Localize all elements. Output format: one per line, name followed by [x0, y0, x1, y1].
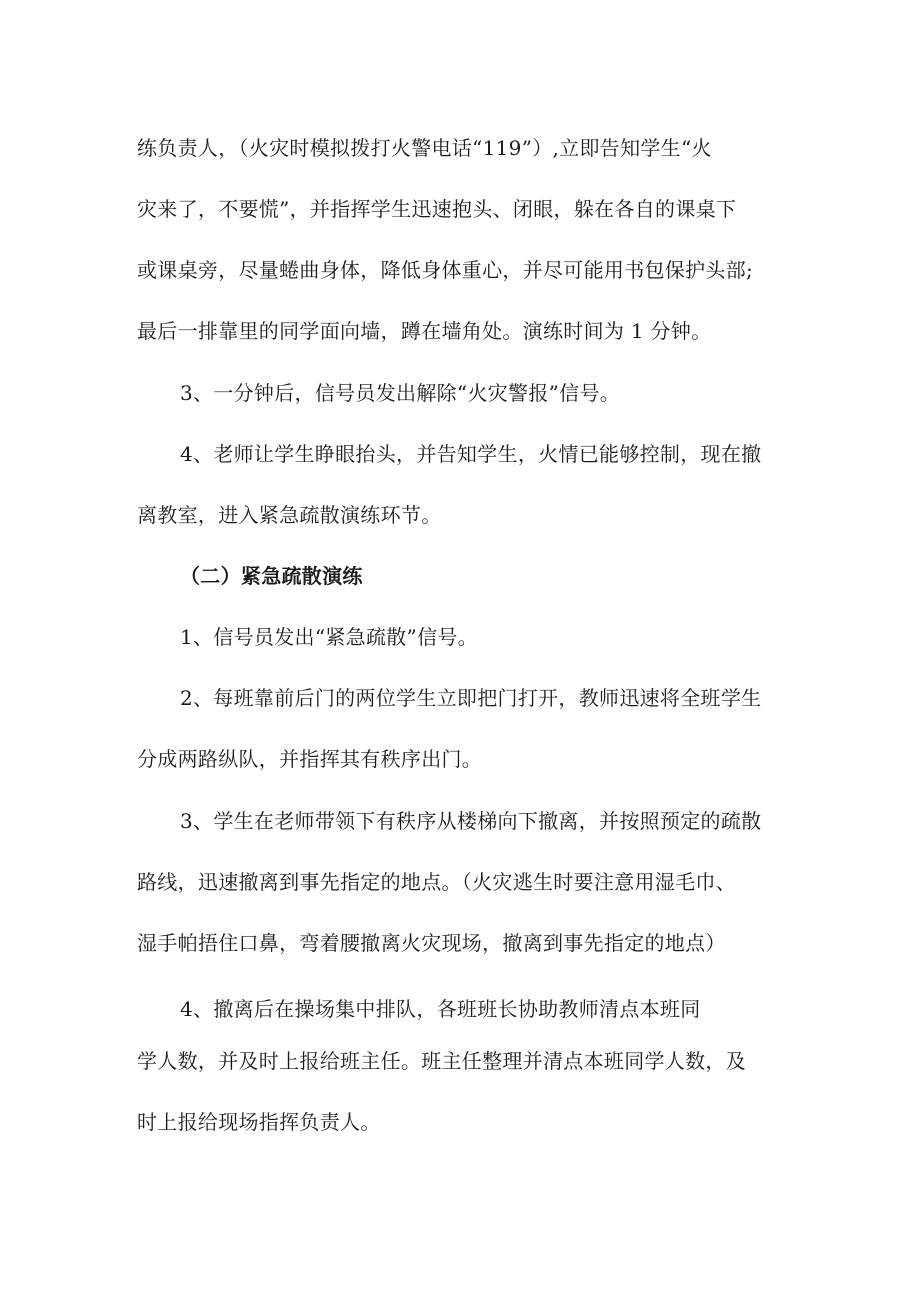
section-heading: （二）紧急疏散演练 — [180, 564, 363, 588]
text-line: 练负责人，（火灾时模拟拨打火警电话“119”）,立即告知学生“火 — [137, 136, 712, 160]
text-line: 学人数，并及时上报给班主任。班主任整理并清点本班同学人数，及 — [137, 1049, 746, 1073]
paragraph-4-line: 4、老师让学生睁眼抬头，并告知学生，火情已能够控制，现在撤 — [180, 442, 762, 466]
text-line: 最后一排靠里的同学面向墙，蹲在墙角处。演练时间为 1 分钟。 — [137, 319, 712, 343]
item-4-line: 4、撤离后在操场集中排队，各班班长协助教师清点本班同 — [180, 997, 701, 1021]
text-line: 灾来了，不要慌”，并指挥学生迅速抱头、闭眼，躲在各自的课桌下 — [137, 197, 737, 221]
text-line: 湿手帕捂住口鼻，弯着腰撤离火灾现场，撤离到事先指定的地点） — [137, 931, 726, 955]
text-line: 分成两路纵队，并指挥其有秩序出门。 — [137, 747, 483, 771]
text-line: 时上报给现场指挥负责人。 — [137, 1110, 381, 1134]
text-line: 离教室，进入紧急疏散演练环节。 — [137, 503, 442, 527]
text-line: 或课桌旁，尽量蜷曲身体，降低身体重心，并尽可能用书包保护头部; — [137, 258, 754, 282]
paragraph-3-line: 3、一分钟后，信号员发出解除“火灾警报”信号。 — [180, 381, 621, 405]
item-2-line: 2、每班靠前后门的两位学生立即把门打开，教师迅速将全班学生 — [180, 686, 762, 710]
item-3-line: 3、学生在老师带领下有秩序从楼梯向下撤离，并按照预定的疏散 — [180, 809, 762, 833]
text-line: 路线，迅速撤离到事先指定的地点。（火灾逃生时要注意用湿毛巾、 — [137, 870, 736, 894]
item-1-line: 1、信号员发出“紧急疏散”信号。 — [180, 625, 478, 649]
